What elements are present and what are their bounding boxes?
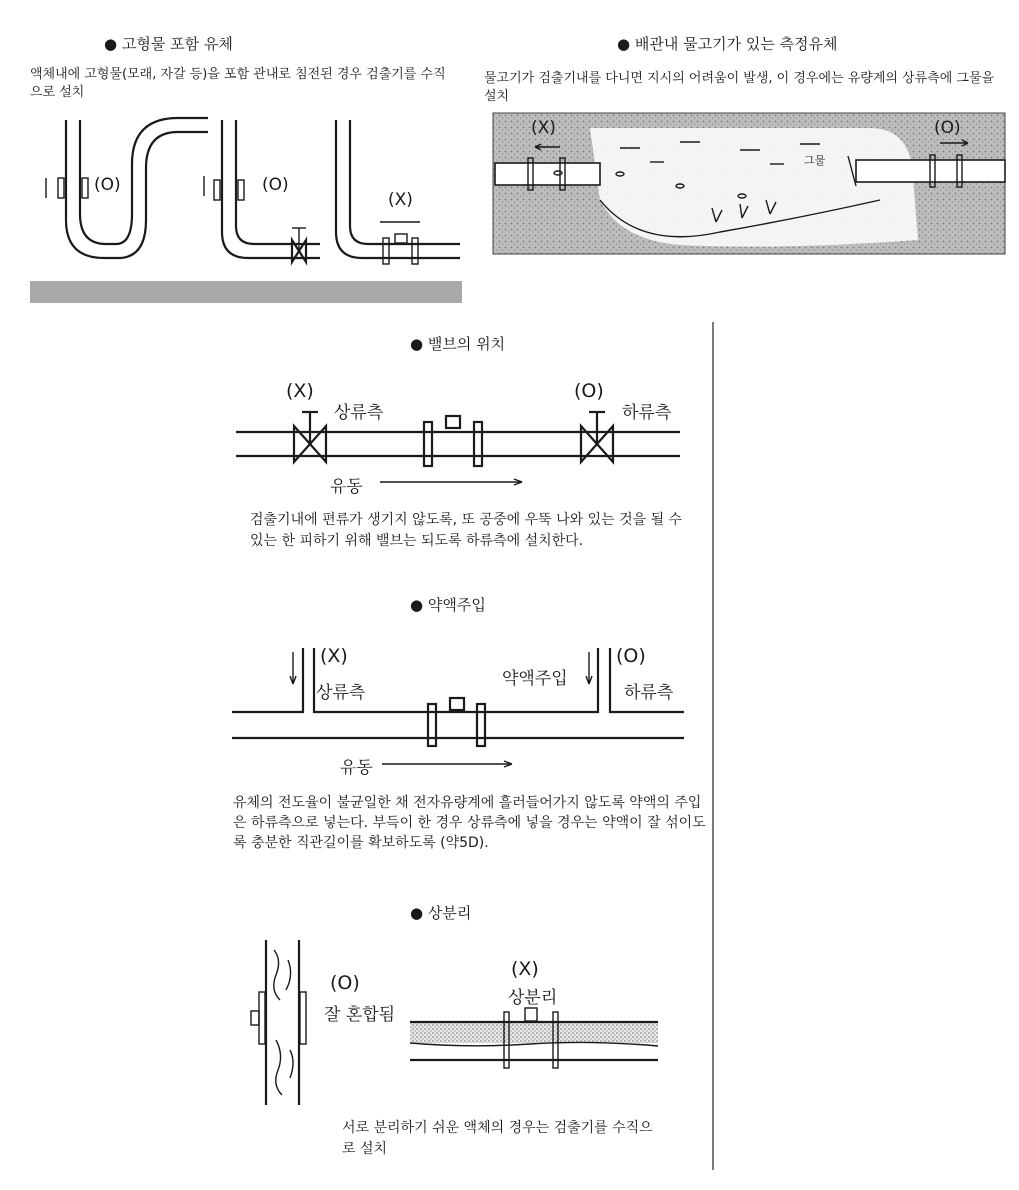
fish-figure	[493, 113, 1005, 254]
solids-title: ● 고형물 포함 유체	[104, 35, 233, 53]
fish-net-label: 그물	[804, 154, 826, 167]
solids-mark-2: (O)	[262, 175, 289, 195]
chemical-flow-label: 유동	[340, 758, 373, 778]
fish-mark-right: (O)	[934, 118, 961, 138]
fish-title: ● 배관내 물고기가 있는 측정유체	[617, 35, 838, 53]
valve-mark-right: (O)	[574, 380, 604, 402]
valve-mark-left: (X)	[286, 380, 314, 402]
ground-band	[30, 281, 462, 303]
chemical-upstream-label: 상류측	[316, 683, 366, 703]
phase-figure	[251, 940, 658, 1105]
phase-right-label: 상분리	[508, 988, 558, 1008]
valve-figure	[236, 412, 680, 485]
chemical-title: ● 약액주입	[410, 596, 486, 614]
valve-upstream-label: 상류측	[334, 403, 384, 423]
chemical-injection-label: 약액주입	[502, 669, 568, 689]
solids-mark-3: (X)	[388, 190, 413, 210]
phase-title: ● 상분리	[410, 904, 472, 922]
phase-mark-left: (O)	[330, 972, 360, 994]
phase-description: 서로 분리하기 쉬운 액체의 경우는 검출기를 수직으로 설치	[342, 1120, 653, 1157]
valve-title: ● 밸브의 위치	[410, 335, 506, 353]
chemical-downstream-label: 하류측	[624, 683, 674, 703]
chemical-mark-left: (X)	[320, 645, 348, 667]
fish-mark-left: (X)	[531, 118, 556, 138]
solids-figure	[30, 118, 462, 303]
phase-mark-right: (X)	[511, 958, 539, 980]
solids-description: 액체내에 고형물(모래, 자갈 등)을 포함 관내로 침전된 경우 검출기를 수직으로 설치	[30, 67, 446, 100]
phase-left-label: 잘 혼합됨	[324, 1005, 396, 1025]
solids-mark-1: (O)	[94, 175, 121, 195]
valve-flow-label: 유동	[330, 477, 363, 497]
chemical-mark-right: (O)	[616, 645, 646, 667]
fish-description: 물고기가 검출기내를 다니면 지시의 어려움이 발생, 이 경우에는 유량계의 상류측에 그물을 설치	[484, 71, 995, 104]
valve-description: 검출기내에 편류가 생기지 않도록, 또 공중에 우뚝 나와 있는 것을 될 수 있는 한 피하기 위해 밸브는 되도록 하류측에 설치한다.	[250, 512, 683, 549]
chemical-description: 유체의 전도율이 불균일한 채 전자유량계에 흘러들어가지 않도록 약액의 주입은 하류측으로 넣는다. 부득이 한 경우 상류측에 넣을 경우는 약액이 잘 섞이도록 충분한 직관길이를 확보하도록 (약5D).	[233, 795, 706, 851]
valve-downstream-label: 하류측	[622, 403, 672, 423]
